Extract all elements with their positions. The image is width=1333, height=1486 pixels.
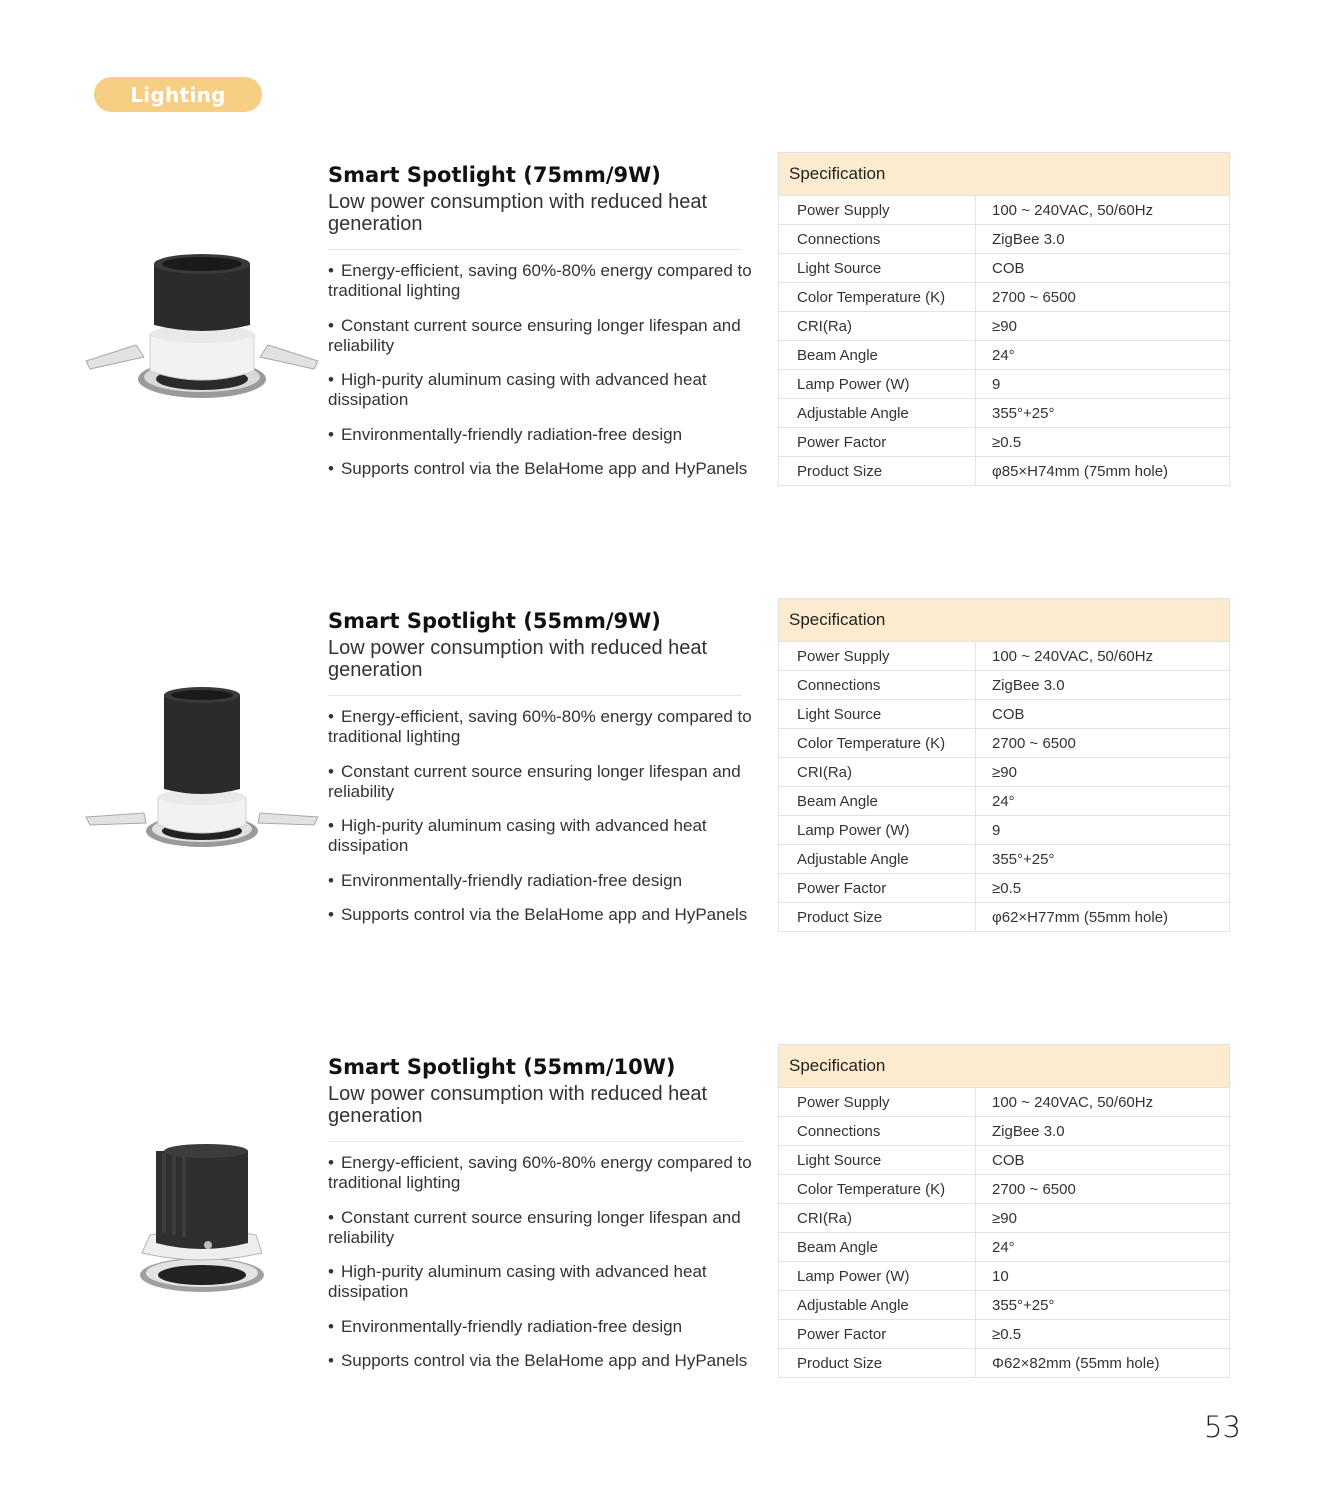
spec-value: ≥90 (992, 1209, 1017, 1227)
feature-item: • Constant current source ensuring longer lifespan and reliability (328, 1208, 758, 1248)
spec-row (779, 398, 1229, 427)
feature-item: • High-purity aluminum casing with advanced heat dissipation (328, 1262, 758, 1302)
feature-item: • High-purity aluminum casing with advanced heat dissipation (328, 816, 758, 856)
spec-value: 2700 ~ 6500 (992, 288, 1076, 306)
spec-key: Lamp Power (W) (779, 1262, 976, 1290)
spec-value: ≥0.5 (992, 879, 1022, 897)
spec-value: φ85×H74mm (75mm hole) (992, 462, 1169, 480)
spec-key: Color Temperature (K) (779, 283, 976, 311)
spec-row (779, 641, 1229, 670)
spec-row (779, 1261, 1229, 1290)
spec-key: Adjustable Angle (779, 1291, 976, 1319)
spec-value: 100 ~ 240VAC, 50/60Hz (992, 1093, 1154, 1111)
product-section (0, 1055, 1333, 1395)
spec-value: 355°+25° (992, 850, 1055, 868)
spec-row (779, 1290, 1229, 1319)
spec-row (779, 873, 1229, 902)
spec-value: COB (992, 259, 1025, 277)
feature-item: • Constant current source ensuring longer lifespan and reliability (328, 316, 758, 356)
spec-value: Φ62×82mm (55mm hole) (992, 1354, 1160, 1372)
feature-item: • Environmentally-friendly radiation-free design (328, 425, 758, 445)
spec-key: Product Size (779, 457, 976, 485)
spec-value: ZigBee 3.0 (992, 1122, 1065, 1140)
spec-key: Connections (779, 671, 976, 699)
spec-row (779, 1232, 1229, 1261)
section-tag: Lighting (94, 77, 262, 112)
spec-key: Light Source (779, 700, 976, 728)
product-section (0, 609, 1333, 949)
feature-item: • Supports control via the BelaHome app and HyPanels (328, 1351, 758, 1371)
spec-row (779, 195, 1229, 224)
spec-row (779, 456, 1229, 485)
spec-row (779, 1087, 1229, 1116)
spec-key: Beam Angle (779, 1233, 976, 1261)
spec-heading: Specification (779, 153, 1229, 195)
spec-value: ≥90 (992, 763, 1017, 781)
feature-item: • Constant current source ensuring longer lifespan and reliability (328, 762, 758, 802)
spec-table (778, 598, 1230, 932)
feature-item: • Energy-efficient, saving 60%-80% energy compared to traditional lighting (328, 1153, 758, 1193)
spotlight-55mm-9w-image (84, 685, 320, 855)
spec-row (779, 253, 1229, 282)
product-subtitle: Low power consumption with reduced heat generation (328, 191, 708, 235)
spec-key: Power Supply (779, 642, 976, 670)
spec-key: Power Factor (779, 874, 976, 902)
product-section (0, 163, 1333, 503)
spec-heading: Specification (779, 1045, 1229, 1087)
spec-key: Power Supply (779, 196, 976, 224)
spec-value: 2700 ~ 6500 (992, 734, 1076, 752)
spec-row (779, 311, 1229, 340)
spec-value: ≥0.5 (992, 1325, 1022, 1343)
spec-row (779, 1348, 1229, 1377)
feature-item: • Energy-efficient, saving 60%-80% energy compared to traditional lighting (328, 261, 758, 301)
divider (328, 695, 742, 696)
product-title: Smart Spotlight (55mm/9W) (328, 609, 661, 633)
spec-value: 10 (992, 1267, 1009, 1285)
spec-row (779, 1145, 1229, 1174)
spec-key: Power Factor (779, 428, 976, 456)
feature-item: • Environmentally-friendly radiation-free design (328, 1317, 758, 1337)
spec-table (778, 1044, 1230, 1378)
spec-key: Lamp Power (W) (779, 370, 976, 398)
spec-key: Power Supply (779, 1088, 976, 1116)
spec-key: CRI(Ra) (779, 1204, 976, 1232)
spec-row (779, 902, 1229, 931)
spec-row (779, 699, 1229, 728)
spec-key: Product Size (779, 1349, 976, 1377)
spec-value: ≥0.5 (992, 433, 1022, 451)
spec-key: Light Source (779, 254, 976, 282)
spec-value: 2700 ~ 6500 (992, 1180, 1076, 1198)
feature-item: • Supports control via the BelaHome app and HyPanels (328, 905, 758, 925)
feature-item: • Environmentally-friendly radiation-free design (328, 871, 758, 891)
spec-value: φ62×H77mm (55mm hole) (992, 908, 1169, 926)
spec-key: CRI(Ra) (779, 758, 976, 786)
spec-row (779, 224, 1229, 253)
spec-table (778, 152, 1230, 486)
spec-value: 9 (992, 375, 1001, 393)
product-title: Smart Spotlight (75mm/9W) (328, 163, 661, 187)
feature-list (328, 261, 758, 494)
spec-row (779, 282, 1229, 311)
feature-list (328, 707, 758, 940)
spec-value: 24° (992, 792, 1015, 810)
spec-row (779, 815, 1229, 844)
spec-row (779, 670, 1229, 699)
product-subtitle: Low power consumption with reduced heat generation (328, 1083, 708, 1127)
spec-value: ZigBee 3.0 (992, 230, 1065, 248)
divider (328, 1141, 742, 1142)
spec-key: Connections (779, 225, 976, 253)
spec-value: COB (992, 1151, 1025, 1169)
spec-value: 24° (992, 346, 1015, 364)
spec-key: CRI(Ra) (779, 312, 976, 340)
spec-key: Light Source (779, 1146, 976, 1174)
spec-key: Adjustable Angle (779, 845, 976, 873)
spec-row (779, 786, 1229, 815)
spec-row (779, 1174, 1229, 1203)
spec-value: 355°+25° (992, 1296, 1055, 1314)
divider (328, 249, 742, 250)
spec-row (779, 340, 1229, 369)
spec-key: Connections (779, 1117, 976, 1145)
spec-value: ≥90 (992, 317, 1017, 335)
spotlight-55mm-10w-image (84, 1131, 320, 1301)
spec-heading: Specification (779, 599, 1229, 641)
spec-key: Power Factor (779, 1320, 976, 1348)
spec-value: 100 ~ 240VAC, 50/60Hz (992, 201, 1154, 219)
spec-value: COB (992, 705, 1025, 723)
spec-row (779, 1319, 1229, 1348)
spec-key: Lamp Power (W) (779, 816, 976, 844)
spec-row (779, 728, 1229, 757)
spec-row (779, 369, 1229, 398)
spec-row (779, 757, 1229, 786)
spec-value: 100 ~ 240VAC, 50/60Hz (992, 647, 1154, 665)
spec-row (779, 844, 1229, 873)
spec-key: Beam Angle (779, 341, 976, 369)
feature-item: • Energy-efficient, saving 60%-80% energy compared to traditional lighting (328, 707, 758, 747)
spotlight-75mm-image (84, 239, 320, 409)
feature-list (328, 1153, 758, 1386)
spec-key: Beam Angle (779, 787, 976, 815)
product-subtitle: Low power consumption with reduced heat generation (328, 637, 708, 681)
product-title: Smart Spotlight (55mm/10W) (328, 1055, 676, 1079)
spec-key: Color Temperature (K) (779, 729, 976, 757)
feature-item: • Supports control via the BelaHome app and HyPanels (328, 459, 758, 479)
spec-value: 24° (992, 1238, 1015, 1256)
spec-value: 355°+25° (992, 404, 1055, 422)
page-number: 53 (1204, 1410, 1241, 1444)
spec-row (779, 1203, 1229, 1232)
spec-row (779, 1116, 1229, 1145)
spec-key: Product Size (779, 903, 976, 931)
spec-key: Color Temperature (K) (779, 1175, 976, 1203)
spec-value: 9 (992, 821, 1001, 839)
spec-value: ZigBee 3.0 (992, 676, 1065, 694)
spec-row (779, 427, 1229, 456)
feature-item: • High-purity aluminum casing with advanced heat dissipation (328, 370, 758, 410)
spec-key: Adjustable Angle (779, 399, 976, 427)
